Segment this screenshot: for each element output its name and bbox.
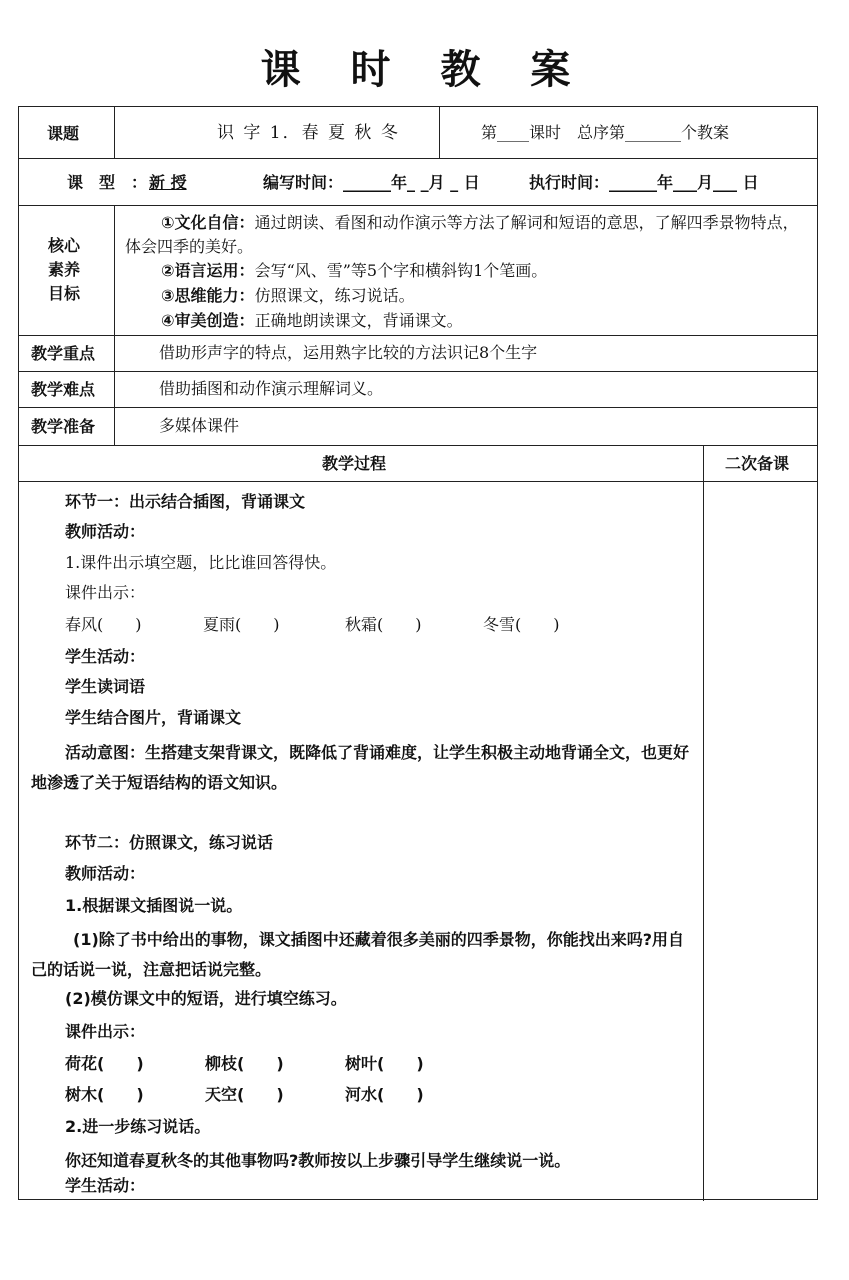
secondary-prep-header: 二次备课 xyxy=(725,454,790,473)
key-point-value: 借助形声字的特点，运用熟字比较的方法识记8个生字 xyxy=(159,343,538,362)
difficulty-value: 借助插图和动作演示理解词义。 xyxy=(159,379,384,398)
section2-blank: 树木( ) xyxy=(65,1085,144,1104)
core-goal-1 xyxy=(125,211,813,259)
core-goal-text: 会写“风、雪”等5个字和横斜钩1个笔画。 xyxy=(254,261,548,280)
core-label-line: 素养 xyxy=(48,260,81,279)
section2-heading: 环节二：仿照课文，练习说话 xyxy=(65,833,274,852)
core-goal-text: 正确地朗读课文，背诵课文。 xyxy=(254,311,463,330)
core-goal-text: 通过朗读、看图和动作演示等方法了解词和短语的意思，了解四季景物特点，体会四季的美好。 xyxy=(125,213,799,256)
section1-blank: 夏雨( ) xyxy=(203,615,280,634)
section1-step1: 1.课件出示填空题，比比谁回答得快。 xyxy=(65,553,337,572)
section2-blank: 天空( ) xyxy=(205,1085,284,1104)
key-point-label: 教学重点 xyxy=(31,344,96,363)
page-title: 课 时 教 案 xyxy=(260,47,589,93)
section1-blank: 秋霜( ) xyxy=(345,615,422,634)
section1-heading: 环节一：出示结合插图，背诵课文 xyxy=(65,492,306,511)
compile-time: 编写时间：______年_ _月 _ 日 xyxy=(263,173,480,192)
core-goal-2 xyxy=(161,259,811,283)
row-divider xyxy=(19,335,817,336)
section1-courseware: 课件出示： xyxy=(65,583,146,602)
lesson-info: 第____课时 总序第_______个教案 xyxy=(481,123,730,142)
section2-step1: 1.根据课文插图说一说。 xyxy=(65,896,243,915)
section2-step2: 2.进一步练习说话。 xyxy=(65,1117,211,1136)
core-label-line: 目标 xyxy=(48,284,81,303)
col-divider xyxy=(439,107,440,158)
core-goal-head: ③思维能力： xyxy=(161,286,255,305)
row-divider xyxy=(19,481,817,482)
type-value: 新 授 xyxy=(149,173,187,192)
row-divider xyxy=(19,407,817,408)
section2-blank: 柳枝( ) xyxy=(205,1054,284,1073)
section2-teacher: 教师活动： xyxy=(65,864,146,883)
row-divider xyxy=(19,158,817,159)
lesson-plan-table xyxy=(18,106,818,1200)
section1-intent: 活动意图：生搭建支架背课文，既降低了背诵难度，让学生积极主动地背诵全文，也更好地渗透了关于短语结构的语文知识。 xyxy=(31,743,690,792)
type-label: 课 型 ： xyxy=(67,173,148,192)
topic-value: 识 字 1．春 夏 秋 冬 xyxy=(217,123,400,143)
core-goal-text: 仿照课文，练习说话。 xyxy=(254,286,415,305)
core-label-line: 核心 xyxy=(48,236,81,255)
preparation-value: 多媒体课件 xyxy=(159,416,240,435)
section2-blank: 河水( ) xyxy=(345,1085,424,1104)
process-header: 教学过程 xyxy=(322,454,387,473)
col-divider xyxy=(114,205,115,445)
section2-student: 学生活动： xyxy=(65,1176,146,1195)
section1-student-activity: 学生结合图片，背诵课文 xyxy=(65,708,242,727)
section1-teacher: 教师活动： xyxy=(65,522,146,541)
core-goal-4 xyxy=(161,309,811,333)
section1-student-activity: 学生读词语 xyxy=(65,677,146,696)
core-goal-3 xyxy=(161,284,811,308)
section2-courseware: 课件出示： xyxy=(65,1022,146,1041)
section2-blank: 树叶( ) xyxy=(345,1054,424,1073)
section2-sub2: (2)模仿课文中的短语，进行填空练习。 xyxy=(65,989,347,1008)
core-goal-head: ④审美创造： xyxy=(161,311,255,330)
exec-time: 执行时间：______年___月___ 日 xyxy=(529,173,759,192)
section2-blank: 荷花( ) xyxy=(65,1054,144,1073)
section1-student: 学生活动： xyxy=(65,647,146,666)
row-divider xyxy=(19,205,817,206)
col-divider xyxy=(703,445,704,1201)
section2-sub1: (1)除了书中给出的事物，课文插图中还藏着很多美丽的四季景物，你能找出来吗?用自己的话说一说，注意把话说完整。 xyxy=(31,930,685,979)
section1-blank: 冬雪( ) xyxy=(483,615,560,634)
row-divider xyxy=(19,371,817,372)
difficulty-label: 教学难点 xyxy=(31,380,96,399)
section1-blank: 春风( ) xyxy=(65,615,142,634)
core-goal-head: ①文化自信： xyxy=(161,213,255,232)
topic-label: 课题 xyxy=(47,124,80,143)
section2-question: 你还知道春夏秋冬的其他事物吗?教师按以上步骤引导学生继续说一说。 xyxy=(65,1151,571,1170)
row-divider xyxy=(19,445,817,446)
col-divider xyxy=(114,107,115,158)
core-goal-head: ②语言运用： xyxy=(161,261,255,280)
preparation-label: 教学准备 xyxy=(31,417,96,436)
